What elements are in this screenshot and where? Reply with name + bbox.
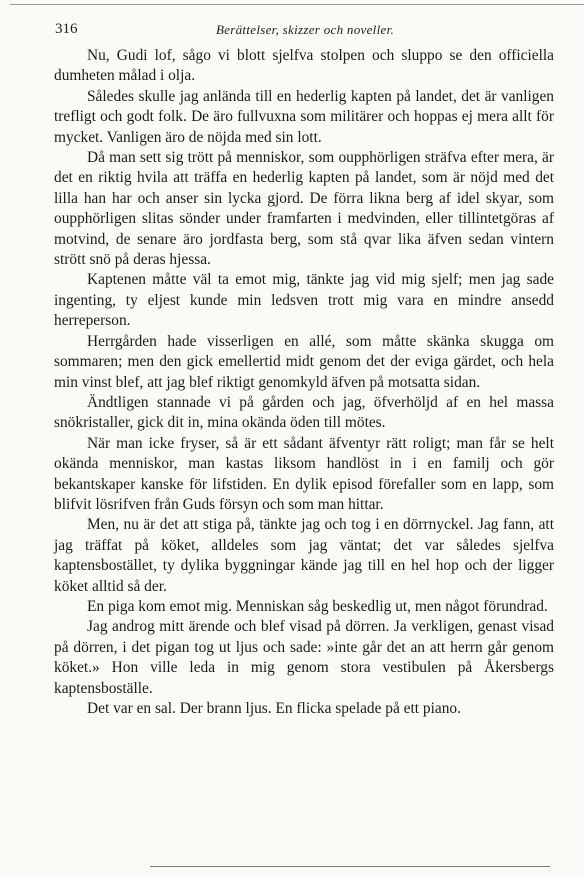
paragraph: Det var en sal. Der brann ljus. En flicka spelade på ett piano. [87, 700, 461, 717]
bottom-edge-line [150, 866, 550, 867]
paragraph: Jag androg mitt ärende och blef visad på dörren. Ja verkligen, genast visad på dörren, i det pigan tog ut ljus och sade: »inte går det an att herrn går genom köket.» Hon ville leda in mig genom stora vestibulen på Åkersbergs kaptensboställe. [54, 618, 554, 697]
paragraph: När man icke fryser, så är ett sådant äfventyr rätt roligt; man får se helt okända menniskor, man kastas liksom handlöst in i en familj och gör bekantskaper kanske för lifstiden. En dylik episod förefaller som en lapp, som blifvit lösrifven från Guds försyn och som man hittar. [54, 434, 554, 513]
paragraph: Kaptenen måtte väl ta emot mig, tänkte jag vid mig sjelf; men jag sade ingenting, ty eljest kunde min ledsven trott mig vara en mindre ansedd herreperson. [54, 271, 554, 330]
paragraph: Då man sett sig trött på menniskor, som oupphörligen sträfva efter mera, är det en riktig hvila att träffa en hederlig kapten på landet, som är nöjd med det lilla han har och anser sin lycka gjord. De förra likna berg af idel skyar, som oupphörligen slitas sönder under framfarten i medvinden, eller tillintetgöras af motvind, de senare äro jordfasta berg, som stå qvar lika äfven sedan vintern strött snö på deras hjessa. [54, 149, 554, 269]
paragraph: Men, nu är det att stiga på, tänkte jag och tog i en dörrnyckel. Jag fann, att jag träffat på köket, alldeles som jag väntat; det var således sjelfva kaptensbostället, ty dylika byggningar kände jag till en hel hop och der ligger köket alltid så der. [54, 516, 554, 595]
paragraph: En piga kom emot mig. Menniskan såg beskedlig ut, men något förundrad. [87, 597, 548, 615]
body-text [54, 46, 554, 719]
paragraph: Ändtligen stannade vi på gården och jag, öfverhöljd af en hel massa snökristaller, gick dit in, mina okända öden till mötes. [54, 393, 554, 432]
paragraph: Således skulle jag anlända till en hederlig kapten på landet, det är vanligen trefligt och godt folk. De äro fullvuxna som militärer och hoppas ej mera allt för mycket. Vanligen äro de nöjda med sin lott. [54, 87, 554, 146]
paragraph: Nu, Gudi lof, sågo vi blott sjelfva stolpen och sluppo se den officiella dumheten målad i olja. [54, 47, 554, 85]
paragraph: Herrgården hade visserligen en allé, som måtte skänka skugga om sommaren; men den gick emellertid midt genom det der eviga gärdet, och hela min vinst blef, att jag blef riktigt genomkyld äfven på motsatta sidan. [54, 332, 554, 391]
top-edge-line [10, 4, 584, 5]
running-title: Berättelser, skizzer och noveller. [215, 22, 395, 37]
page-header [55, 21, 555, 45]
page-number: 316 [55, 21, 78, 37]
